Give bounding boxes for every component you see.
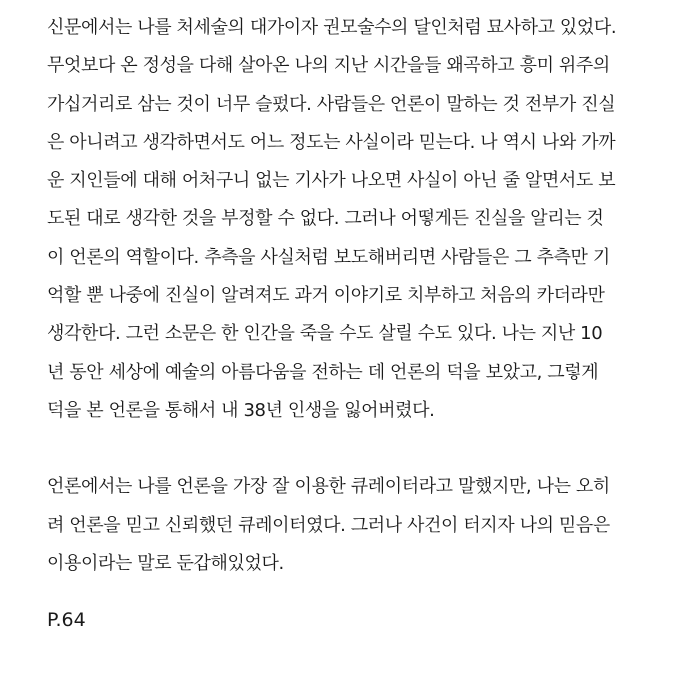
text-line: 언론에서는 나를 언론을 가장 잘 이용한 큐레이터라고 말했지만, 나는 오히	[47, 476, 610, 498]
text-line: 년 동안 세상에 예술의 아름다움을 전하는 데 언론의 덕을 보았고, 그렇게	[47, 361, 599, 383]
text-line: 도된 대로 생각한 것을 부정할 수 없다. 그러나 어떻게든 진실을 알리는 것	[47, 208, 604, 230]
text-line: 무엇보다 온 정성을 다해 살아온 나의 지난 시간을들 왜곡하고 흥미 위주의	[47, 55, 610, 77]
text-line: 려 언론을 믿고 신뢰했던 큐레이터였다. 그러나 사건이 터지자 나의 믿음은	[47, 514, 610, 536]
text-line: 생각한다. 그런 소문은 한 인간을 죽을 수도 살릴 수도 있다. 나는 지난 10	[47, 323, 603, 345]
paragraph-1	[47, 9, 657, 430]
text-line: 이 언론의 역할이다. 추측을 사실처럼 보도해버리면 사람들은 그 추측만 기	[47, 246, 610, 268]
text-line: 억할 뿐 나중에 진실이 알려져도 과거 이야기로 치부하고 처음의 카더라만	[47, 285, 605, 307]
text-line: 은 아니려고 생각하면서도 어느 정도는 사실이라 믿는다. 나 역시 나와 가까	[47, 131, 616, 153]
text-line: 신문에서는 나를 처세술의 대가이자 권모술수의 달인처럼 묘사하고 있었다.	[47, 17, 617, 38]
text-line: 가십거리로 삼는 것이 너무 슬펐다. 사람들은 언론이 말하는 것 전부가 진실	[47, 93, 616, 115]
page-number: P.64	[47, 609, 86, 631]
paragraph-2	[47, 468, 657, 583]
text-line: 이용이라는 말로 둔갑해있었다.	[47, 552, 284, 574]
text-line: 덕을 본 언론을 통해서 내 38년 인생을 잃어버렸다.	[47, 399, 435, 421]
document-page	[47, 9, 657, 583]
text-line: 운 지인들에 대해 어처구니 없는 기사가 나오면 사실이 아닌 줄 알면서도 보	[47, 170, 616, 192]
